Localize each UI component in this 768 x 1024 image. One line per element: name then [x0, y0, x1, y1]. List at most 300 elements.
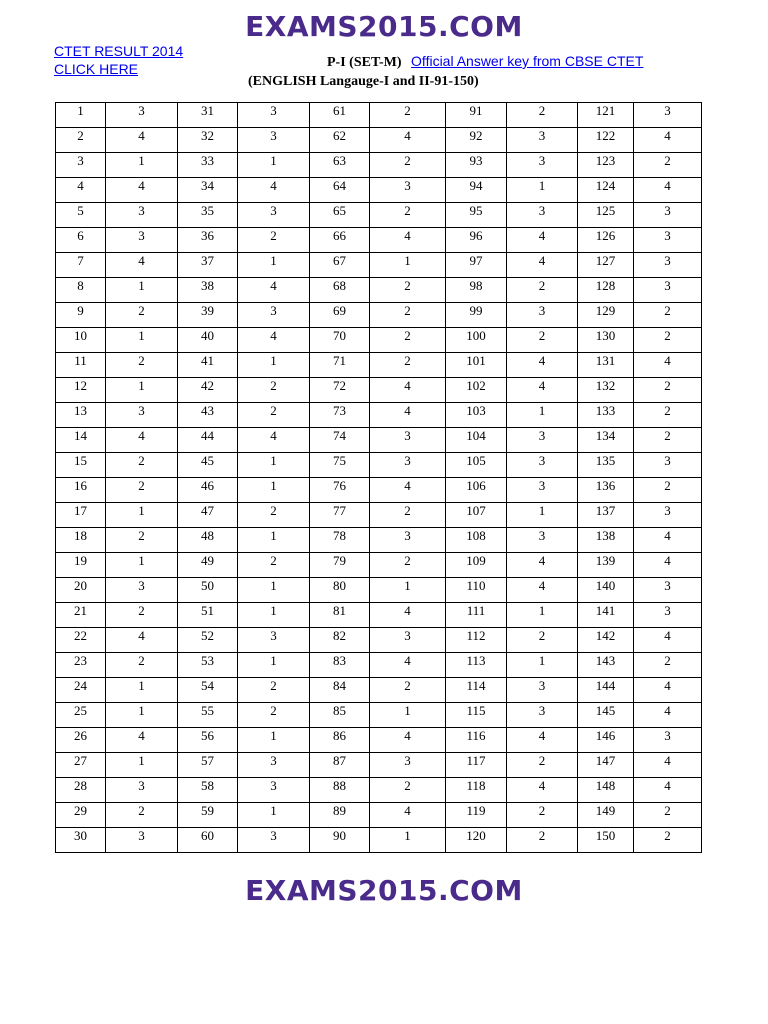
answer-cell: 1 [238, 453, 310, 478]
question-number-cell: 126 [578, 228, 634, 253]
question-number-cell: 65 [310, 203, 370, 228]
answer-cell: 4 [634, 703, 702, 728]
table-row [56, 503, 702, 528]
question-number-cell: 124 [578, 178, 634, 203]
question-number-cell: 143 [578, 653, 634, 678]
question-number-cell: 92 [446, 128, 507, 153]
question-number-cell: 84 [310, 678, 370, 703]
question-number-cell: 125 [578, 203, 634, 228]
table-row [56, 678, 702, 703]
answer-cell: 4 [634, 128, 702, 153]
answer-cell: 3 [634, 278, 702, 303]
question-number-cell: 53 [178, 653, 238, 678]
question-number-cell: 61 [310, 103, 370, 128]
answer-cell: 1 [238, 728, 310, 753]
question-number-cell: 115 [446, 703, 507, 728]
answer-cell: 4 [370, 728, 446, 753]
question-number-cell: 52 [178, 628, 238, 653]
question-number-cell: 42 [178, 378, 238, 403]
question-number-cell: 38 [178, 278, 238, 303]
answer-cell: 2 [106, 453, 178, 478]
answer-cell: 4 [238, 278, 310, 303]
answer-cell: 3 [507, 678, 578, 703]
answer-cell: 3 [370, 178, 446, 203]
answer-cell: 1 [507, 653, 578, 678]
question-number-cell: 5 [56, 203, 106, 228]
question-number-cell: 136 [578, 478, 634, 503]
question-number-cell: 128 [578, 278, 634, 303]
question-number-cell: 4 [56, 178, 106, 203]
answer-cell: 2 [634, 403, 702, 428]
question-number-cell: 15 [56, 453, 106, 478]
question-number-cell: 147 [578, 753, 634, 778]
table-row [56, 528, 702, 553]
question-number-cell: 44 [178, 428, 238, 453]
question-number-cell: 129 [578, 303, 634, 328]
answer-cell: 4 [507, 378, 578, 403]
question-number-cell: 135 [578, 453, 634, 478]
question-number-cell: 77 [310, 503, 370, 528]
answer-cell: 1 [238, 528, 310, 553]
question-number-cell: 74 [310, 428, 370, 453]
answer-cell: 2 [634, 653, 702, 678]
answer-cell: 1 [370, 828, 446, 853]
question-number-cell: 3 [56, 153, 106, 178]
question-number-cell: 96 [446, 228, 507, 253]
answer-cell: 3 [238, 778, 310, 803]
question-number-cell: 86 [310, 728, 370, 753]
question-number-cell: 138 [578, 528, 634, 553]
answer-cell: 2 [507, 328, 578, 353]
answer-cell: 4 [106, 428, 178, 453]
answer-cell: 2 [106, 653, 178, 678]
question-number-cell: 102 [446, 378, 507, 403]
site-logo-bottom: EXAMS2015.COM [245, 874, 523, 907]
answer-cell: 2 [238, 553, 310, 578]
question-number-cell: 33 [178, 153, 238, 178]
question-number-cell: 63 [310, 153, 370, 178]
question-number-cell: 7 [56, 253, 106, 278]
question-number-cell: 122 [578, 128, 634, 153]
question-number-cell: 137 [578, 503, 634, 528]
question-number-cell: 59 [178, 803, 238, 828]
table-row [56, 453, 702, 478]
answer-cell: 2 [634, 303, 702, 328]
question-number-cell: 1 [56, 103, 106, 128]
answer-cell: 3 [106, 228, 178, 253]
question-number-cell: 87 [310, 753, 370, 778]
question-number-cell: 21 [56, 603, 106, 628]
question-number-cell: 47 [178, 503, 238, 528]
answer-cell: 3 [507, 453, 578, 478]
question-number-cell: 100 [446, 328, 507, 353]
answer-cell: 3 [507, 528, 578, 553]
answer-cell: 3 [370, 528, 446, 553]
answer-cell: 3 [507, 303, 578, 328]
table-row [56, 428, 702, 453]
answer-cell: 1 [106, 153, 178, 178]
table-row [56, 103, 702, 128]
question-number-cell: 133 [578, 403, 634, 428]
answer-cell: 3 [507, 153, 578, 178]
answer-cell: 3 [106, 578, 178, 603]
answer-cell: 3 [370, 428, 446, 453]
answer-cell: 3 [634, 453, 702, 478]
question-number-cell: 120 [446, 828, 507, 853]
question-number-cell: 90 [310, 828, 370, 853]
answer-cell: 1 [507, 178, 578, 203]
answer-cell: 3 [507, 428, 578, 453]
answer-cell: 4 [370, 128, 446, 153]
answer-cell: 2 [507, 753, 578, 778]
question-number-cell: 99 [446, 303, 507, 328]
question-number-cell: 27 [56, 753, 106, 778]
answer-cell: 2 [370, 153, 446, 178]
answer-cell: 3 [634, 503, 702, 528]
question-number-cell: 82 [310, 628, 370, 653]
answer-cell: 1 [238, 653, 310, 678]
answer-key-link[interactable]: Official Answer key from CBSE CTET [411, 53, 644, 69]
answer-cell: 3 [634, 253, 702, 278]
question-number-cell: 64 [310, 178, 370, 203]
answer-cell: 2 [370, 328, 446, 353]
question-number-cell: 22 [56, 628, 106, 653]
answer-cell: 4 [634, 628, 702, 653]
answer-cell: 3 [238, 128, 310, 153]
answer-cell: 1 [238, 803, 310, 828]
question-number-cell: 141 [578, 603, 634, 628]
table-row [56, 228, 702, 253]
answer-cell: 4 [370, 228, 446, 253]
answer-cell: 3 [634, 578, 702, 603]
question-number-cell: 66 [310, 228, 370, 253]
question-number-cell: 17 [56, 503, 106, 528]
answer-cell: 4 [106, 728, 178, 753]
question-number-cell: 144 [578, 678, 634, 703]
question-number-cell: 67 [310, 253, 370, 278]
answer-cell: 4 [238, 328, 310, 353]
answer-cell: 1 [238, 153, 310, 178]
answer-cell: 4 [370, 803, 446, 828]
question-number-cell: 39 [178, 303, 238, 328]
answer-cell: 4 [634, 678, 702, 703]
answer-cell: 4 [634, 353, 702, 378]
answer-cell: 3 [106, 778, 178, 803]
answer-cell: 1 [106, 378, 178, 403]
answer-cell: 3 [370, 753, 446, 778]
question-number-cell: 2 [56, 128, 106, 153]
question-number-cell: 75 [310, 453, 370, 478]
answer-cell: 4 [507, 578, 578, 603]
answer-cell: 2 [634, 478, 702, 503]
answer-cell: 1 [238, 353, 310, 378]
question-number-cell: 25 [56, 703, 106, 728]
answer-key-table [55, 102, 702, 853]
question-number-cell: 19 [56, 553, 106, 578]
answer-cell: 2 [507, 103, 578, 128]
answer-cell: 3 [106, 203, 178, 228]
table-row [56, 828, 702, 853]
table-row [56, 253, 702, 278]
answer-cell: 4 [106, 628, 178, 653]
question-number-cell: 34 [178, 178, 238, 203]
question-number-cell: 93 [446, 153, 507, 178]
question-number-cell: 109 [446, 553, 507, 578]
answer-cell: 2 [634, 378, 702, 403]
question-number-cell: 145 [578, 703, 634, 728]
table-row [56, 353, 702, 378]
section-subtitle: (ENGLISH Langauge-I and II-91-150) [248, 74, 479, 89]
question-number-cell: 36 [178, 228, 238, 253]
question-number-cell: 121 [578, 103, 634, 128]
question-number-cell: 130 [578, 328, 634, 353]
question-number-cell: 119 [446, 803, 507, 828]
question-number-cell: 50 [178, 578, 238, 603]
answer-cell: 2 [507, 628, 578, 653]
question-number-cell: 6 [56, 228, 106, 253]
question-number-cell: 16 [56, 478, 106, 503]
question-number-cell: 72 [310, 378, 370, 403]
question-number-cell: 26 [56, 728, 106, 753]
answer-cell: 2 [106, 528, 178, 553]
table-row [56, 778, 702, 803]
answer-cell: 4 [507, 778, 578, 803]
question-number-cell: 117 [446, 753, 507, 778]
question-number-cell: 107 [446, 503, 507, 528]
question-number-cell: 35 [178, 203, 238, 228]
answer-cell: 2 [238, 703, 310, 728]
answer-cell: 3 [238, 203, 310, 228]
answer-cell: 2 [106, 803, 178, 828]
answer-cell: 4 [507, 253, 578, 278]
question-number-cell: 111 [446, 603, 507, 628]
answer-cell: 1 [238, 578, 310, 603]
question-number-cell: 9 [56, 303, 106, 328]
answer-cell: 2 [370, 278, 446, 303]
answer-cell: 2 [507, 828, 578, 853]
question-number-cell: 68 [310, 278, 370, 303]
question-number-cell: 54 [178, 678, 238, 703]
click-here-link[interactable]: CLICK HERE [54, 61, 139, 77]
question-number-cell: 13 [56, 403, 106, 428]
question-number-cell: 20 [56, 578, 106, 603]
answer-cell: 2 [370, 553, 446, 578]
answer-cell: 2 [507, 278, 578, 303]
answer-cell: 2 [634, 153, 702, 178]
question-number-cell: 69 [310, 303, 370, 328]
question-number-cell: 41 [178, 353, 238, 378]
answer-cell: 1 [507, 403, 578, 428]
answer-cell: 3 [370, 628, 446, 653]
answer-cell: 4 [634, 753, 702, 778]
question-number-cell: 95 [446, 203, 507, 228]
question-number-cell: 110 [446, 578, 507, 603]
paper-set-label: P-I (SET-M) [327, 55, 402, 70]
answer-cell: 1 [106, 328, 178, 353]
answer-cell: 1 [106, 553, 178, 578]
question-number-cell: 58 [178, 778, 238, 803]
answer-cell: 2 [238, 503, 310, 528]
question-number-cell: 76 [310, 478, 370, 503]
question-number-cell: 103 [446, 403, 507, 428]
question-number-cell: 134 [578, 428, 634, 453]
answer-cell: 3 [507, 478, 578, 503]
question-number-cell: 10 [56, 328, 106, 353]
answer-cell: 1 [507, 603, 578, 628]
answer-cell: 3 [106, 828, 178, 853]
answer-cell: 2 [238, 378, 310, 403]
answer-cell: 4 [238, 178, 310, 203]
answer-cell: 3 [507, 128, 578, 153]
answer-cell: 2 [106, 603, 178, 628]
answer-cell: 2 [507, 803, 578, 828]
question-number-cell: 24 [56, 678, 106, 703]
answer-cell: 3 [634, 103, 702, 128]
question-number-cell: 131 [578, 353, 634, 378]
answer-cell: 2 [370, 203, 446, 228]
question-number-cell: 57 [178, 753, 238, 778]
question-number-cell: 18 [56, 528, 106, 553]
question-number-cell: 8 [56, 278, 106, 303]
question-number-cell: 81 [310, 603, 370, 628]
answer-cell: 3 [238, 103, 310, 128]
table-row [56, 603, 702, 628]
question-number-cell: 150 [578, 828, 634, 853]
answer-cell: 4 [507, 353, 578, 378]
question-number-cell: 29 [56, 803, 106, 828]
answer-table-body [56, 103, 702, 853]
question-number-cell: 14 [56, 428, 106, 453]
question-number-cell: 139 [578, 553, 634, 578]
question-number-cell: 78 [310, 528, 370, 553]
answer-cell: 2 [106, 303, 178, 328]
question-number-cell: 132 [578, 378, 634, 403]
answer-cell: 2 [370, 678, 446, 703]
answer-cell: 4 [370, 603, 446, 628]
table-row [56, 553, 702, 578]
answer-cell: 1 [238, 478, 310, 503]
question-number-cell: 114 [446, 678, 507, 703]
question-number-cell: 83 [310, 653, 370, 678]
answer-cell: 2 [370, 103, 446, 128]
answer-cell: 2 [106, 478, 178, 503]
question-number-cell: 60 [178, 828, 238, 853]
question-number-cell: 88 [310, 778, 370, 803]
question-number-cell: 85 [310, 703, 370, 728]
answer-cell: 3 [634, 228, 702, 253]
answer-cell: 3 [507, 703, 578, 728]
question-number-cell: 127 [578, 253, 634, 278]
table-row [56, 203, 702, 228]
answer-cell: 2 [370, 778, 446, 803]
answer-cell: 2 [238, 403, 310, 428]
question-number-cell: 31 [178, 103, 238, 128]
question-number-cell: 101 [446, 353, 507, 378]
question-number-cell: 113 [446, 653, 507, 678]
table-row [56, 403, 702, 428]
answer-cell: 1 [370, 253, 446, 278]
question-number-cell: 62 [310, 128, 370, 153]
answer-cell: 3 [238, 753, 310, 778]
answer-cell: 4 [507, 553, 578, 578]
table-row [56, 753, 702, 778]
question-number-cell: 112 [446, 628, 507, 653]
question-number-cell: 51 [178, 603, 238, 628]
answer-cell: 4 [370, 478, 446, 503]
answer-cell: 2 [238, 678, 310, 703]
question-number-cell: 30 [56, 828, 106, 853]
question-number-cell: 32 [178, 128, 238, 153]
paper-heading [327, 52, 643, 72]
question-number-cell: 149 [578, 803, 634, 828]
answer-cell: 4 [370, 378, 446, 403]
question-number-cell: 146 [578, 728, 634, 753]
question-number-cell: 28 [56, 778, 106, 803]
table-row [56, 578, 702, 603]
question-number-cell: 71 [310, 353, 370, 378]
answer-cell: 3 [238, 303, 310, 328]
question-number-cell: 43 [178, 403, 238, 428]
answer-cell: 2 [238, 228, 310, 253]
answer-cell: 4 [370, 403, 446, 428]
question-number-cell: 79 [310, 553, 370, 578]
answer-cell: 1 [106, 753, 178, 778]
answer-cell: 2 [634, 328, 702, 353]
answer-cell: 4 [507, 728, 578, 753]
question-number-cell: 55 [178, 703, 238, 728]
answer-cell: 2 [370, 303, 446, 328]
table-row [56, 803, 702, 828]
answer-cell: 4 [106, 128, 178, 153]
table-row [56, 278, 702, 303]
table-row [56, 703, 702, 728]
question-number-cell: 48 [178, 528, 238, 553]
question-number-cell: 118 [446, 778, 507, 803]
answer-cell: 2 [634, 803, 702, 828]
question-number-cell: 106 [446, 478, 507, 503]
answer-cell: 2 [634, 428, 702, 453]
answer-cell: 3 [634, 603, 702, 628]
answer-cell: 2 [106, 353, 178, 378]
question-number-cell: 70 [310, 328, 370, 353]
table-row [56, 128, 702, 153]
table-row [56, 378, 702, 403]
answer-cell: 4 [634, 778, 702, 803]
answer-cell: 4 [106, 253, 178, 278]
question-number-cell: 94 [446, 178, 507, 203]
answer-cell: 4 [106, 178, 178, 203]
question-number-cell: 89 [310, 803, 370, 828]
question-number-cell: 11 [56, 353, 106, 378]
answer-cell: 2 [370, 503, 446, 528]
question-number-cell: 98 [446, 278, 507, 303]
question-number-cell: 104 [446, 428, 507, 453]
answer-cell: 3 [634, 203, 702, 228]
answer-cell: 2 [634, 828, 702, 853]
table-row [56, 328, 702, 353]
table-row [56, 653, 702, 678]
table-row [56, 303, 702, 328]
answer-cell: 4 [370, 653, 446, 678]
answer-cell: 1 [106, 678, 178, 703]
answer-cell: 4 [507, 228, 578, 253]
ctet-result-link[interactable]: CTET RESULT 2014 [54, 43, 184, 59]
question-number-cell: 37 [178, 253, 238, 278]
table-row [56, 178, 702, 203]
question-number-cell: 40 [178, 328, 238, 353]
answer-cell: 4 [634, 178, 702, 203]
answer-cell: 1 [106, 278, 178, 303]
